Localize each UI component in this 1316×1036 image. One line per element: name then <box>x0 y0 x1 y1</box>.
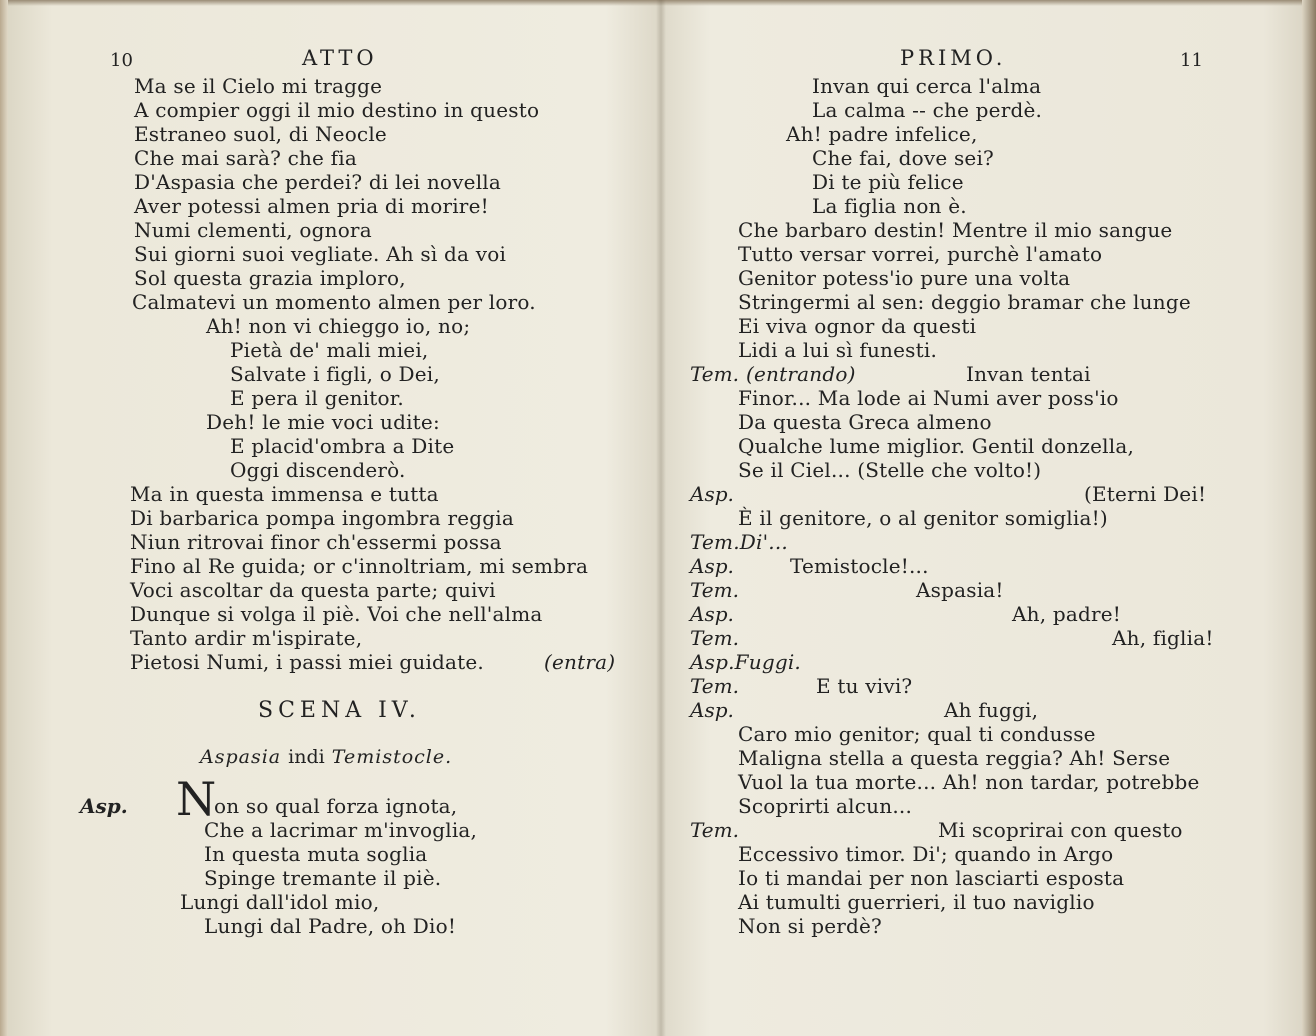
text-line: Scoprirti alcun... <box>738 794 913 818</box>
dialogue-line: Tem.Di'... <box>690 530 788 554</box>
dialogue-line: Asp.Fuggi. <box>690 650 801 674</box>
text-line: E tu vivi? <box>816 674 913 698</box>
text-line: Sui giorni suoi vegliate. Ah sì da voi <box>134 242 507 266</box>
speaker-label: Tem. <box>690 818 739 842</box>
text-line: Sol questa grazia imploro, <box>134 266 406 290</box>
verse-line: Che fai, dove sei? <box>812 146 994 170</box>
verse-line: on so qual forza ignota, <box>214 794 458 818</box>
text-line: D'Aspasia che perdei? di lei novella <box>134 170 502 194</box>
verse-line: Lungi dal Padre, oh Dio! <box>204 914 457 938</box>
text-line: Ah, padre! <box>1012 602 1122 626</box>
aria-line: Pietà de' mali miei, <box>230 338 429 362</box>
aria-line: E placid'ombra a Dite <box>230 434 455 458</box>
aria-line: E pera il genitor. <box>230 386 404 410</box>
text-line: Temistocle!... <box>790 554 929 578</box>
stage-direction: (entra) <box>544 650 616 674</box>
text-line: Ah, figlia! <box>1112 626 1214 650</box>
aria-line: Salvate i figli, o Dei, <box>230 362 440 386</box>
verse-line: Invan qui cerca l'alma <box>812 74 1042 98</box>
text-line: Maligna stella a questa reggia? Ah! Serse <box>738 746 1171 770</box>
text-line: Qualche lume miglior. Gentil donzella, <box>738 434 1135 458</box>
speaker-label: Asp. <box>690 482 734 506</box>
text-line: Ma in questa immensa e tutta <box>130 482 439 506</box>
verse-line: La calma -- che perdè. <box>812 98 1043 122</box>
running-header: PRIMO. <box>900 46 1007 70</box>
text-line: È il genitore, o al genitor somiglia!) <box>738 506 1108 530</box>
text-line: Aver potessi almen pria di morire! <box>134 194 489 218</box>
scene-title: SCENA IV. <box>258 698 421 723</box>
text-line: Ei viva ognor da questi <box>738 314 977 338</box>
text-line <box>130 650 616 674</box>
speaker-label: Asp. <box>690 554 734 578</box>
text-line: Se il Ciel... (Stelle che volto!) <box>738 458 1042 482</box>
verse-line: In questa muta soglia <box>204 842 428 866</box>
book-gutter <box>656 0 666 1036</box>
verse-line: Spinge tremante il piè. <box>204 866 442 890</box>
running-header: ATTO <box>302 46 378 70</box>
speaker-label: Asp. <box>690 698 734 722</box>
text-line: Caro mio genitor; qual ti condusse <box>738 722 1096 746</box>
left-page <box>0 0 656 1036</box>
text-line: Ma se il Cielo mi tragge <box>134 74 383 98</box>
speaker-label: Asp. <box>690 602 734 626</box>
text-line: Ai tumulti guerrieri, il tuo naviglio <box>738 890 1095 914</box>
text-line: Finor... Ma lode ai Numi aver poss'io <box>738 386 1119 410</box>
right-page <box>666 0 1316 1036</box>
text-line: Estraneo suol, di Neocle <box>134 122 387 146</box>
text-line: Calmatevi un momento almen per loro. <box>132 290 536 314</box>
text-line: Io ti mandai per non lasciarti esposta <box>738 866 1125 890</box>
aria-line: Deh! le mie voci udite: <box>206 410 440 434</box>
speaker-label: Asp. <box>80 794 128 818</box>
text-line: Ah fuggi, <box>944 698 1039 722</box>
speaker-label: Tem. <box>690 626 739 650</box>
cast-aspasia: Aspasia <box>200 746 282 768</box>
page-number: 11 <box>1180 50 1203 71</box>
text-line: Tanto ardir m'ispirate, <box>130 626 363 650</box>
aria-line: Oggi discenderò. <box>230 458 406 482</box>
last-line-text: Pietosi Numi, i passi miei guidate. <box>130 650 484 674</box>
text-line: Numi clementi, ognora <box>134 218 372 242</box>
text-line: Vuol la tua morte... Ah! non tardar, potrebbe <box>738 770 1200 794</box>
drop-cap: N <box>176 772 217 826</box>
cast-connector: indi <box>288 746 325 768</box>
text-line: Lidi a lui sì funesti. <box>738 338 938 362</box>
speaker-label: Tem. <box>690 362 739 386</box>
text-line: Fino al Re guida; or c'innoltriam, mi sembra <box>130 554 589 578</box>
text-line: Niun ritrovai finor ch'essermi possa <box>130 530 502 554</box>
verse-line: Lungi dall'idol mio, <box>180 890 380 914</box>
text-line: Mi scoprirai con questo <box>938 818 1183 842</box>
text-line: Eccessivo timor. Di'; quando in Argo <box>738 842 1114 866</box>
text-line: Invan tentai <box>966 362 1091 386</box>
stage-direction: (entrando) <box>746 362 856 386</box>
text-line: Genitor potess'io pure una volta <box>738 266 1071 290</box>
text-line: Tutto versar vorrei, purchè l'amato <box>738 242 1103 266</box>
text-line: Che barbaro destin! Mentre il mio sangue <box>738 218 1173 242</box>
aria-line: Ah! non vi chieggo io, no; <box>206 314 471 338</box>
verse-line: Che a lacrimar m'invoglia, <box>204 818 478 842</box>
text-line: Non si perdè? <box>738 914 882 938</box>
text-line: Dunque si volga il piè. Voi che nell'alma <box>130 602 543 626</box>
page-number: 10 <box>110 50 133 71</box>
text-line: A compier oggi il mio destino in questo <box>134 98 540 122</box>
speaker-label: Tem. <box>690 578 739 602</box>
verse-line: La figlia non è. <box>812 194 967 218</box>
text-line: (Eterni Dei! <box>1084 482 1207 506</box>
verse-line: Ah! padre infelice, <box>786 122 978 146</box>
text-line: Voci ascoltar da questa parte; quivi <box>130 578 496 602</box>
verse-line: Di te più felice <box>812 170 964 194</box>
text-line: Stringermi al sen: deggio bramar che lunge <box>738 290 1191 314</box>
text-line: Che mai sarà? che fia <box>134 146 357 170</box>
text-line: Aspasia! <box>916 578 1004 602</box>
speaker-label: Tem. <box>690 674 739 698</box>
text-line: Di barbarica pompa ingombra reggia <box>130 506 514 530</box>
cast-list <box>200 746 452 768</box>
text-line: Da questa Greca almeno <box>738 410 992 434</box>
cast-temistocle: Temistocle. <box>331 746 453 768</box>
